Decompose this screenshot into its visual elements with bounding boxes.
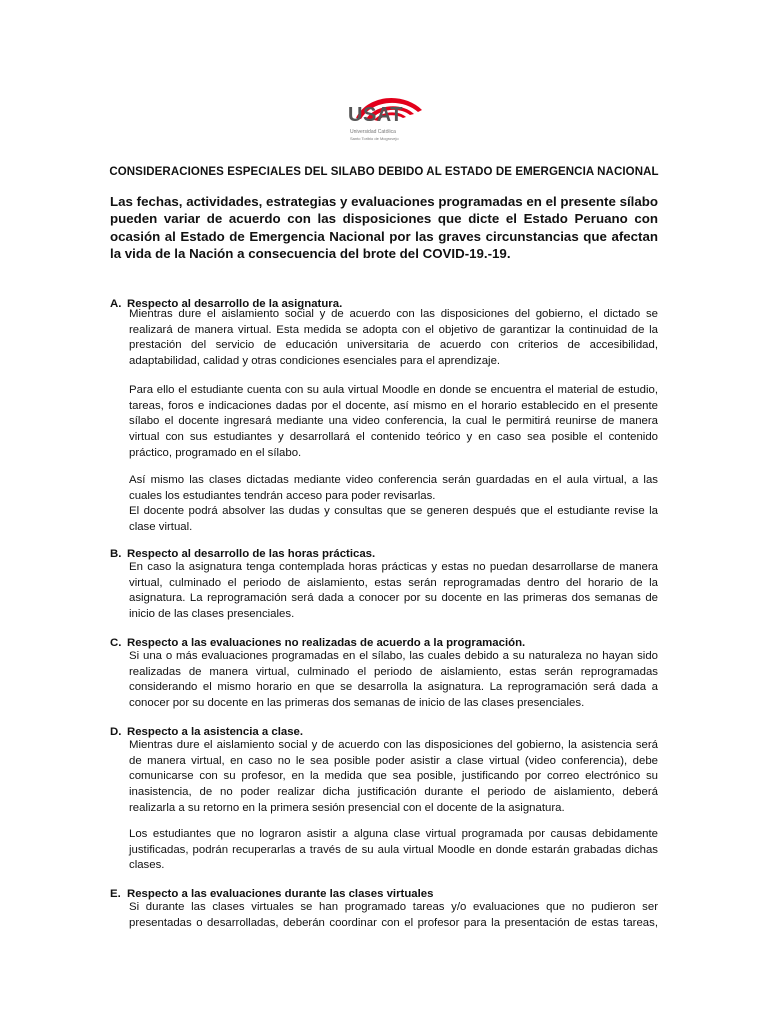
section-letter: C. <box>110 637 122 649</box>
paragraph-line: de manera virtual, en caso no le sea posible poder asistir a clase virtual (video conferencia), debe <box>129 754 658 767</box>
document-title: CONSIDERACIONES ESPECIALES DEL SILABO DEBIDO AL ESTADO DE EMERGENCIA NACIONAL <box>109 166 659 178</box>
paragraph-line: virtual con sus estudiantes y desarrollará el contenido teórico y en caso sea posible el contenido <box>129 431 658 444</box>
section-heading <box>110 548 658 560</box>
paragraph-line: inasistencia, de no poder realizar dicha justificación durante el periodo de aislamiento, deberá <box>129 786 658 799</box>
paragraph-line: prestación del servicio de educación universitaria de acuerdo con criterios de accesibilidad, <box>129 339 658 352</box>
paragraph-line: justificadas, podrán recuperarlas a través de su aula virtual Moodle en donde estarán grabadas dichas <box>129 843 658 856</box>
section-heading-text: Respecto a la asistencia a clase. <box>127 726 304 738</box>
paragraph-line: virtual, culminado el periodo de aislamiento, estas serán reprogramadas dentro del horario de la <box>129 576 658 589</box>
section-paragraph <box>129 827 658 874</box>
section-heading <box>110 637 658 649</box>
section-paragraph <box>129 383 658 462</box>
section-paragraph <box>129 649 658 712</box>
paragraph-line: clases. <box>129 859 165 872</box>
section-paragraph <box>129 738 658 817</box>
logo-subline: Universidad Católica <box>350 129 396 135</box>
section-heading-text: Respecto a las evaluaciones no realizadas de acuerdo a la programación. <box>127 637 526 649</box>
paragraph-line: adaptabilidad, calidad y otras condiciones esenciales para el aprendizaje. <box>129 355 501 368</box>
paragraph-line: El docente podrá absolver las dudas y consultas que se generen después que el estudiante revise la <box>129 505 658 518</box>
paragraph-line: tareas, foros e indicaciones dadas por el docente, así mismo en el horario establecido en el presente <box>129 399 658 412</box>
section-paragraph <box>129 900 658 931</box>
paragraph-line: asignatura. La reprogramación será dada a conocer por su docente en las primeras dos semanas de <box>129 592 658 605</box>
paragraph-line: sílabo el docente ingresará mediante una video conferencia, la cual le permitirá reunirse de manera <box>129 415 658 428</box>
paragraph-line: conocer por su docente en las primeras dos semanas de inicio de las clases presenciales. <box>129 697 585 710</box>
section-letter: D. <box>110 726 122 738</box>
paragraph-line: Mientras dure el aislamiento social y de acuerdo con las disposiciones del gobierno, el dictado se <box>129 308 658 320</box>
paragraph-line: Para ello el estudiante cuenta con su aula virtual Moodle en donde se encuentra el material de estudio, <box>129 384 658 396</box>
paragraph-line: comunicarse con su profesor, en la medida que sea posible, justificando por correo electrónico su <box>129 770 658 783</box>
paragraph-line: práctico, programado en el sílabo. <box>129 446 302 459</box>
paragraph-line: inicio de las clases presenciales. <box>129 608 295 621</box>
usat-logo <box>346 92 426 150</box>
paragraph-line: En caso la asignatura tenga contemplada horas prácticas y estas no puedan desarrollarse de manera <box>129 561 658 573</box>
section-letter: A. <box>110 298 122 310</box>
section-heading-text: Respecto al desarrollo de las horas prácticas. <box>127 548 376 560</box>
paragraph-line: considerando el mismo horario en que se desarrolla la asignatura. La reprogramación será dada a <box>129 681 658 694</box>
section-heading <box>110 726 658 738</box>
section-heading-text: Respecto al desarrollo de la asignatura. <box>127 298 343 310</box>
section-paragraph <box>129 560 658 623</box>
logo-brand-text: USAT <box>348 104 403 126</box>
logo-subline-2: Santo Toribio de Mogrovejo <box>350 136 399 141</box>
paragraph-line: realizadas de manera virtual, culminado el periodo de aislamiento, estas serán reprogramadas <box>129 665 658 678</box>
paragraph-line: Así mismo las clases dictadas mediante video conferencia serán guardadas en el aula virtual, a las <box>129 474 658 486</box>
paragraph-line: Mientras dure el aislamiento social y de acuerdo con las disposiciones del gobierno, la asistencia será <box>129 739 658 751</box>
paragraph-line: realizarla a su retorno en la primera sesión presencial con el docente de la asignatura. <box>129 801 565 814</box>
paragraph-line: realizará de manera virtual. Esta medida se adopta con el objetivo de garantizar la continuidad de la <box>129 323 658 336</box>
intro-paragraph: Las fechas, actividades, estrategias y evaluaciones programadas en el presente sílabo pueden variar de acuerdo con las disposiciones que dicte el Estado Peruano con ocasión al Estado de Emergencia Nacional por las graves circunstancias que afectan la vida de la Nación a consecuencia del brote del COVID-19.-19. <box>110 194 658 261</box>
section-heading <box>110 888 658 900</box>
section-paragraph <box>129 307 658 370</box>
paragraph-line: cuales los estudiantes tendrán acceso para poder revisarlas. <box>129 489 436 502</box>
section-letter: E. <box>110 888 121 900</box>
section-paragraph <box>129 473 658 536</box>
section-heading-text: Respecto a las evaluaciones durante las clases virtuales <box>127 888 434 900</box>
paragraph-line: Si durante las clases virtuales se han programado tareas y/o evaluaciones que no pudieron ser <box>129 901 658 913</box>
paragraph-line: Si una o más evaluaciones programadas en el sílabo, las cuales debido a su naturaleza no hayan sido <box>129 650 658 662</box>
paragraph-line: presentadas o desarrolladas, deberán coordinar con el profesor para la presentación de estas tareas, <box>129 916 658 929</box>
section-letter: B. <box>110 548 122 560</box>
paragraph-line: clase virtual. <box>129 521 193 534</box>
paragraph-line: Los estudiantes que no lograron asistir a alguna clase virtual programada por causas debidamente <box>129 828 658 840</box>
